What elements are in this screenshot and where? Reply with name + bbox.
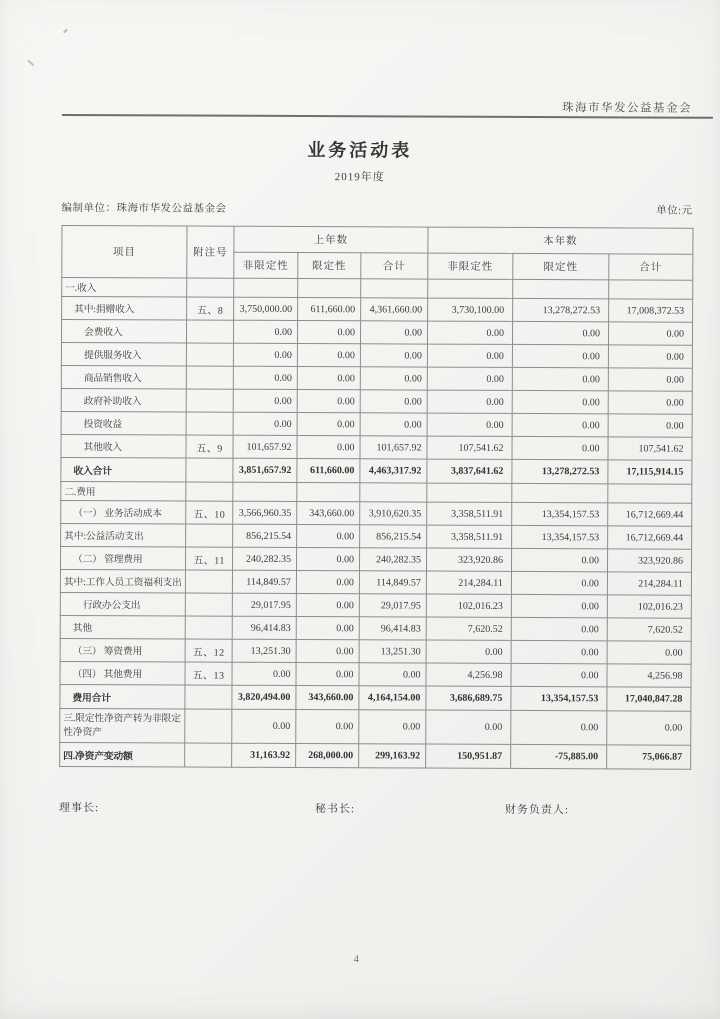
- col-header-curr-unrestricted: 非限定性: [428, 253, 513, 279]
- col-header-item: 项目: [62, 225, 187, 278]
- row-value: 16,712,669.44: [608, 526, 692, 549]
- row-value: 31,163.92: [232, 743, 296, 767]
- row-value: 3,358,511.91: [427, 525, 512, 548]
- row-value: 0.00: [360, 321, 427, 344]
- row-value: 0.00: [360, 413, 427, 436]
- row-label: 提供服务收入: [61, 342, 186, 366]
- row-value: [298, 278, 361, 297]
- row-note: [186, 524, 233, 547]
- row-value: 0.00: [512, 436, 608, 459]
- row-value: 0.00: [296, 639, 359, 662]
- row-value: 0.00: [512, 413, 608, 436]
- row-note: [185, 743, 232, 767]
- row-value: 17,115,914.15: [608, 460, 692, 484]
- row-value: 323,920.86: [607, 549, 691, 572]
- row-value: 4,256.98: [426, 663, 511, 686]
- secretary-signature-label: 秘书长:: [314, 803, 356, 816]
- row-note: 五、12: [185, 639, 232, 662]
- row-value: 0.00: [511, 617, 607, 640]
- row-value: [512, 483, 608, 502]
- row-value: 0.00: [297, 366, 360, 389]
- row-value: 0.00: [233, 343, 297, 366]
- row-label: （二） 管理费用: [60, 546, 185, 570]
- table-row: [61, 411, 692, 437]
- row-value: 0.00: [296, 593, 359, 616]
- row-note: 五、10: [186, 501, 233, 524]
- row-note: [186, 343, 233, 366]
- col-header-prev-year: 上年数: [234, 226, 428, 253]
- row-value: -75,885.00: [511, 744, 607, 768]
- unit-label: 单位:元: [656, 205, 693, 217]
- row-value: [427, 483, 512, 502]
- page-title: 业务活动表: [307, 140, 413, 161]
- row-label: 二.费用: [61, 481, 186, 501]
- row-note: [186, 458, 233, 482]
- row-label: 收入合计: [61, 457, 186, 482]
- row-value: 102,016.23: [607, 595, 691, 618]
- row-label: 其他收入: [61, 434, 186, 458]
- row-value: 0.00: [608, 322, 692, 345]
- row-value: 17,040,847.28: [607, 687, 691, 711]
- row-value: 96,414.83: [359, 617, 426, 640]
- row-value: 4,361,660.00: [361, 298, 428, 321]
- row-note: [185, 593, 232, 616]
- row-value: 0.00: [511, 594, 607, 617]
- col-header-prev-restricted: 限定性: [298, 252, 361, 278]
- row-value: 0.00: [511, 571, 607, 594]
- row-value: 13,251.30: [232, 639, 296, 662]
- row-value: 75,066.87: [607, 745, 691, 769]
- row-value: 0.00: [232, 662, 296, 685]
- table-row: [60, 592, 691, 618]
- row-value: 0.00: [297, 524, 360, 547]
- row-value: 0.00: [427, 321, 512, 344]
- row-value: 0.00: [296, 662, 359, 685]
- row-value: 7,620.52: [426, 617, 511, 640]
- table-row: [60, 638, 691, 664]
- row-value: 0.00: [608, 368, 692, 391]
- table-row: [60, 569, 691, 595]
- row-value: 0.00: [296, 616, 359, 639]
- row-value: 7,620.52: [607, 618, 691, 641]
- row-value: 0.00: [233, 320, 297, 343]
- row-value: 101,657.92: [233, 435, 297, 458]
- row-value: [360, 483, 427, 502]
- row-value: 0.00: [512, 390, 608, 413]
- col-header-curr-total: 合计: [609, 254, 693, 280]
- row-value: 268,000.00: [296, 743, 359, 767]
- row-value: 214,284.11: [607, 572, 691, 595]
- row-label: 其中:工作人员工资福利支出: [60, 569, 185, 593]
- row-value: 0.00: [427, 367, 512, 390]
- row-value: 3,910,620.35: [360, 502, 427, 525]
- meta-row: [62, 200, 693, 218]
- row-note: [187, 278, 234, 297]
- row-value: 4,256.98: [607, 664, 691, 687]
- row-value: 13,354,157.53: [511, 686, 607, 710]
- row-value: 856,215.54: [360, 525, 427, 548]
- table-row: [60, 708, 691, 745]
- table-row: [60, 546, 691, 572]
- activity-statement-table: [59, 225, 693, 770]
- row-value: 107,541.62: [427, 436, 512, 459]
- table-row: [60, 684, 691, 711]
- row-value: 0.00: [608, 345, 692, 368]
- row-value: 0.00: [296, 709, 359, 743]
- row-label: （四） 其他费用: [60, 661, 185, 685]
- row-label: 其中:捐赠收入: [62, 296, 187, 320]
- org-name-header: 珠海市华发公益基金会: [561, 102, 693, 115]
- row-value: 3,820,494.00: [232, 685, 296, 709]
- row-value: 0.00: [296, 570, 359, 593]
- row-value: 0.00: [427, 390, 512, 413]
- row-note: [186, 482, 233, 501]
- table-row: [61, 434, 692, 460]
- row-value: 13,354,157.53: [512, 502, 608, 525]
- row-value: 0.00: [512, 344, 608, 367]
- row-value: 0.00: [607, 641, 691, 664]
- row-value: 0.00: [511, 710, 607, 744]
- table-row: [62, 296, 693, 322]
- row-value: 13,278,272.53: [512, 459, 608, 483]
- row-value: 0.00: [360, 390, 427, 413]
- row-value: [361, 279, 428, 298]
- row-label: 其他: [60, 615, 185, 639]
- row-value: 0.00: [233, 389, 297, 412]
- chairman-signature-label: 理事长:: [58, 801, 100, 815]
- row-value: 0.00: [296, 547, 359, 570]
- row-note: [186, 366, 233, 389]
- row-value: 0.00: [232, 709, 296, 743]
- row-value: 16,712,669.44: [608, 503, 692, 526]
- row-value: 0.00: [511, 640, 607, 663]
- row-value: 150,951.87: [426, 744, 511, 768]
- row-label: 费用合计: [60, 684, 185, 709]
- table-row: [61, 319, 692, 345]
- row-value: 0.00: [426, 710, 511, 744]
- row-value: 3,358,511.91: [427, 502, 512, 525]
- row-value: 0.00: [297, 389, 360, 412]
- row-value: 3,837,641.62: [427, 459, 512, 483]
- row-label: 四.净资产变动额: [60, 742, 185, 767]
- row-value: 3,851,657.92: [233, 458, 297, 482]
- row-value: 0.00: [512, 321, 608, 344]
- row-value: 114,849.57: [232, 570, 296, 593]
- row-note: 五、9: [186, 435, 233, 458]
- row-value: 214,284.11: [426, 571, 511, 594]
- table-row: [61, 342, 692, 368]
- col-header-prev-unrestricted: 非限定性: [234, 252, 298, 278]
- table-row: [61, 500, 692, 526]
- row-value: 240,282.35: [232, 547, 296, 570]
- row-label: 一.收入: [62, 277, 187, 297]
- row-note: 五、11: [185, 547, 232, 570]
- row-label: 三.限定性净资产转为非限定性净资产: [60, 708, 185, 743]
- row-value: 96,414.83: [232, 616, 296, 639]
- report-period: 2019年度: [334, 171, 385, 184]
- row-value: 611,660.00: [298, 297, 361, 320]
- page-number: 4: [353, 954, 359, 966]
- row-value: 13,251.30: [359, 640, 426, 663]
- row-value: 29,017.95: [232, 593, 296, 616]
- row-note: [185, 616, 232, 639]
- prepared-by-label: 编制单位：珠海市华发公益基金会: [61, 202, 227, 215]
- col-header-curr-year: 本年数: [428, 227, 693, 254]
- row-value: 4,463,317.92: [360, 459, 427, 483]
- row-value: 0.00: [608, 391, 692, 414]
- row-value: 13,278,272.53: [513, 298, 609, 321]
- row-value: 0.00: [359, 663, 426, 686]
- row-value: 107,541.62: [608, 437, 692, 460]
- finance-signature-label: 财务负责人:: [504, 803, 570, 817]
- row-value: 4,164,154.00: [359, 686, 426, 710]
- row-label: 政府补助收入: [61, 388, 186, 412]
- row-value: [428, 279, 513, 298]
- row-value: 0.00: [359, 710, 426, 744]
- row-value: 0.00: [360, 344, 427, 367]
- row-value: 0.00: [511, 548, 607, 571]
- row-value: 0.00: [297, 320, 360, 343]
- row-value: 611,660.00: [297, 458, 360, 482]
- row-value: 3,730,100.00: [428, 298, 513, 321]
- row-value: 3,750,000.00: [234, 297, 298, 320]
- row-value: 240,282.35: [359, 548, 426, 571]
- row-value: 0.00: [233, 366, 297, 389]
- table-row: [61, 457, 692, 484]
- row-value: 13,354,157.53: [512, 525, 608, 548]
- row-value: 0.00: [607, 711, 691, 745]
- row-value: 0.00: [233, 412, 297, 435]
- table-row: [61, 388, 692, 414]
- table-row: [60, 742, 691, 769]
- row-value: 0.00: [511, 663, 607, 686]
- row-value: 17,008,372.53: [609, 299, 693, 322]
- row-value: 0.00: [427, 344, 512, 367]
- row-value: 101,657.92: [360, 436, 427, 459]
- row-label: 行政办公支出: [60, 592, 185, 616]
- signature-row: [59, 799, 699, 822]
- row-value: [233, 482, 297, 501]
- table-row: [60, 661, 691, 687]
- row-note: [185, 570, 232, 593]
- row-note: 五、8: [187, 297, 234, 320]
- row-value: 102,016.23: [426, 594, 511, 617]
- row-value: 343,660.00: [297, 501, 360, 524]
- row-value: 114,849.57: [359, 571, 426, 594]
- row-value: 0.00: [297, 412, 360, 435]
- row-value: 3,686,689.75: [426, 686, 511, 710]
- row-label: 会费收入: [61, 319, 186, 343]
- table-row: [61, 365, 692, 391]
- row-value: [609, 280, 693, 299]
- row-value: 0.00: [360, 367, 427, 390]
- row-value: 0.00: [608, 414, 692, 437]
- row-value: [513, 279, 609, 298]
- row-value: 0.00: [297, 343, 360, 366]
- row-value: 856,215.54: [233, 524, 297, 547]
- row-note: [186, 412, 233, 435]
- row-label: 其中:公益活动支出: [61, 523, 186, 547]
- row-value: 3,566,960.35: [233, 501, 297, 524]
- row-value: 323,920.86: [426, 548, 511, 571]
- row-label: 商品销售收入: [61, 365, 186, 389]
- row-value: [234, 278, 298, 297]
- row-note: [185, 685, 232, 709]
- row-label: 投资收益: [61, 411, 186, 435]
- col-header-note: 附注号: [187, 226, 234, 278]
- row-note: 五、13: [185, 662, 232, 685]
- row-note: [186, 320, 233, 343]
- row-label: （一） 业务活动成本: [61, 500, 186, 524]
- row-value: 0.00: [427, 413, 512, 436]
- row-value: 343,660.00: [296, 685, 359, 709]
- table-row: [60, 615, 691, 641]
- row-value: 0.00: [426, 640, 511, 663]
- col-header-prev-total: 合计: [361, 253, 428, 279]
- row-note: [185, 709, 232, 743]
- table-row: [61, 523, 692, 549]
- row-value: 299,163.92: [359, 744, 426, 768]
- row-label: （三） 筹资费用: [60, 638, 185, 662]
- row-value: 0.00: [512, 367, 608, 390]
- row-value: [297, 482, 360, 501]
- col-header-curr-restricted: 限定性: [513, 253, 609, 279]
- row-value: 29,017.95: [359, 594, 426, 617]
- row-note: [186, 389, 233, 412]
- table-header-row: [62, 225, 693, 254]
- row-value: 0.00: [297, 435, 360, 458]
- row-value: [608, 484, 692, 503]
